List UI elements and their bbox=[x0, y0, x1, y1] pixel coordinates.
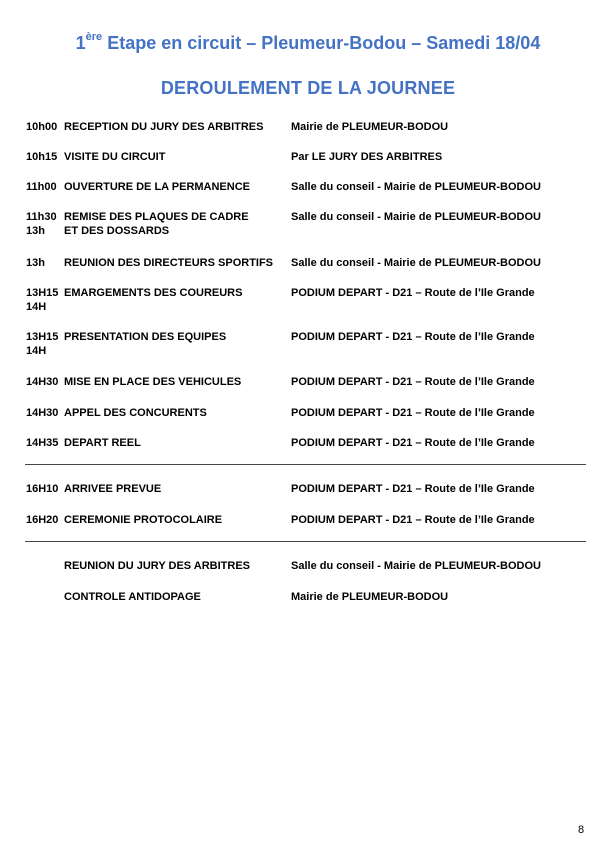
schedule-place: Mairie de PLEUMEUR-BODOU bbox=[291, 591, 449, 603]
schedule-time-block bbox=[26, 286, 62, 314]
title-superscript: ère bbox=[85, 31, 103, 43]
title-text: Etape en circuit – Pleumeur-Bodou – Samedi 18/04 bbox=[102, 33, 541, 53]
schedule-event: RECEPTION DU JURY DES ARBITRES bbox=[64, 121, 264, 133]
schedule-event-block bbox=[64, 210, 284, 238]
divider bbox=[25, 464, 586, 465]
schedule-time: 16H20 bbox=[26, 514, 59, 526]
schedule-event: OUVERTURE DE LA PERMANENCE bbox=[64, 181, 250, 193]
schedule-time-end: 14H bbox=[26, 345, 47, 357]
schedule-event: APPEL DES CONCURENTS bbox=[64, 407, 207, 419]
schedule-event: DEPART REEL bbox=[64, 437, 141, 449]
schedule-time: 13H15 bbox=[26, 287, 59, 299]
schedule-time: 10h00 bbox=[26, 121, 58, 133]
schedule-time: 10h15 bbox=[26, 151, 58, 163]
schedule-place: PODIUM DEPART - D21 – Route de l’Ile Grande bbox=[291, 331, 535, 343]
schedule-place: Salle du conseil - Mairie de PLEUMEUR-BODOU bbox=[291, 211, 541, 223]
schedule-event: CEREMONIE PROTOCOLAIRE bbox=[64, 514, 223, 526]
schedule-time: 14H30 bbox=[26, 376, 59, 388]
section-heading: DEROULEMENT DE LA JOURNEE bbox=[160, 78, 456, 98]
schedule-time-end: 14H bbox=[26, 301, 47, 313]
schedule-event: CONTROLE ANTIDOPAGE bbox=[64, 591, 201, 603]
page-title bbox=[0, 33, 616, 54]
schedule-event: EMARGEMENTS DES COUREURS bbox=[64, 287, 243, 299]
schedule-time: 11h00 bbox=[26, 181, 57, 193]
schedule-time: 13h bbox=[26, 257, 45, 269]
divider bbox=[25, 541, 586, 542]
schedule-time-end: 13h bbox=[26, 225, 45, 237]
schedule-time-block bbox=[26, 330, 62, 358]
schedule-place: Salle du conseil - Mairie de PLEUMEUR-BODOU bbox=[291, 560, 541, 572]
schedule-time: 13H15 bbox=[26, 331, 59, 343]
schedule-event: VISITE DU CIRCUIT bbox=[64, 151, 166, 163]
schedule-place: PODIUM DEPART - D21 – Route de l’Ile Grande bbox=[291, 407, 535, 419]
schedule-event: REUNION DES DIRECTEURS SPORTIFS bbox=[64, 257, 274, 269]
schedule-event: PRESENTATION DES EQUIPES bbox=[64, 331, 227, 343]
schedule-event-continued: ET DES DOSSARDS bbox=[64, 225, 170, 237]
schedule-event: REMISE DES PLAQUES DE CADRE bbox=[64, 211, 249, 223]
page-number: 8 bbox=[578, 824, 585, 836]
schedule-event: REUNION DU JURY DES ARBITRES bbox=[64, 560, 251, 572]
schedule-place: Mairie de PLEUMEUR-BODOU bbox=[291, 121, 449, 133]
schedule-time: 14H30 bbox=[26, 407, 59, 419]
schedule-place: PODIUM DEPART - D21 – Route de l’Ile Grande bbox=[291, 483, 535, 495]
schedule-place: Par LE JURY DES ARBITRES bbox=[291, 151, 443, 163]
schedule-event: MISE EN PLACE DES VEHICULES bbox=[64, 376, 242, 388]
schedule-time: 16H10 bbox=[26, 483, 59, 495]
schedule-event: ARRIVEE PREVUE bbox=[64, 483, 162, 495]
schedule-place: Salle du conseil - Mairie de PLEUMEUR-BODOU bbox=[291, 257, 541, 269]
title-number: 1 bbox=[75, 33, 86, 53]
schedule-time: 11h30 bbox=[26, 211, 57, 223]
schedule-place: PODIUM DEPART - D21 – Route de l’Ile Grande bbox=[291, 437, 535, 449]
schedule-place: PODIUM DEPART - D21 – Route de l’Ile Grande bbox=[291, 376, 535, 388]
schedule-place: Salle du conseil - Mairie de PLEUMEUR-BODOU bbox=[291, 181, 541, 193]
schedule-place: PODIUM DEPART - D21 – Route de l’Ile Grande bbox=[291, 514, 535, 526]
schedule-time: 14H35 bbox=[26, 437, 59, 449]
schedule-place: PODIUM DEPART - D21 – Route de l’Ile Grande bbox=[291, 287, 535, 299]
schedule-time-block bbox=[26, 210, 62, 238]
